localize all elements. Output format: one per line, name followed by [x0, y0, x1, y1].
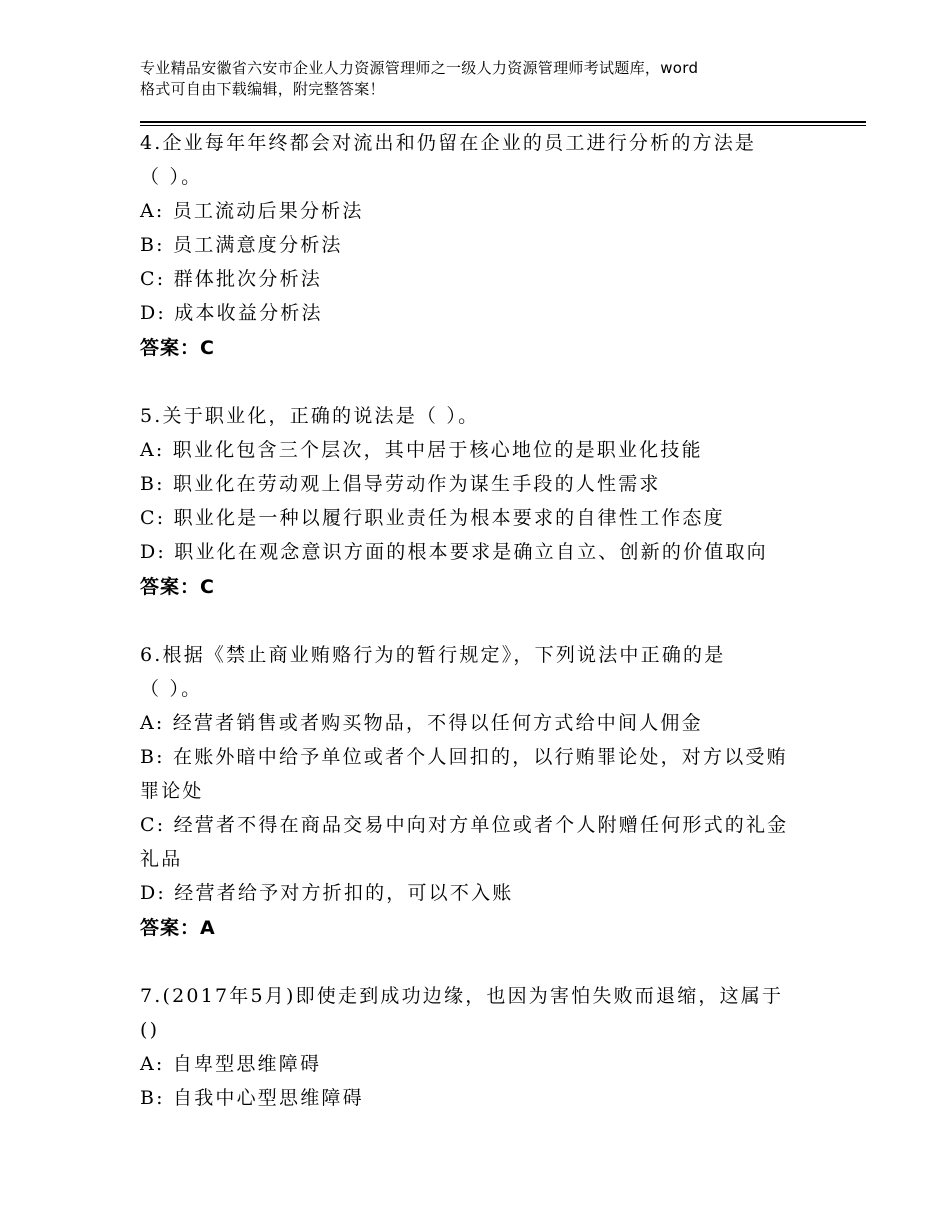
question-4-option-d: D: 成本收益分析法 [140, 302, 323, 324]
question-4-option-a: A: 员工流动后果分析法 [140, 200, 364, 222]
question-5-option-a: A: 职业化包含三个层次，其中居于核心地位的是职业化技能 [140, 439, 703, 461]
question-6-option-b-line-1: B: 在账外暗中给予单位或者个人回扣的，以行贿罪论处，对方以受贿 [140, 746, 788, 768]
question-5-option-c: C: 职业化是一种以履行职业责任为根本要求的自律性工作态度 [140, 507, 725, 529]
question-4-option-c: C: 群体批次分析法 [140, 268, 322, 290]
question-7-stem-line-1: 7.(2017年5月)即使走到成功边缘，也因为害怕失败而退缩，这属于 [140, 985, 784, 1007]
question-6-stem-line-2: （ ）。 [140, 678, 203, 700]
question-6-option-c-line-2: 礼品 [140, 848, 183, 870]
question-5-option-d: D: 职业化在观念意识方面的根本要求是确立自立、创新的价值取向 [140, 541, 768, 563]
question-6-option-d: D: 经营者给予对方折扣的，可以不入账 [140, 882, 514, 904]
question-6-option-c-line-1: C: 经营者不得在商品交易中向对方单位或者个人附赠任何形式的礼金 [140, 814, 789, 836]
question-7-option-b: B: 自我中心型思维障碍 [140, 1087, 364, 1109]
question-5-answer: 答案：C [140, 576, 215, 598]
question-7-option-a: A: 自卑型思维障碍 [140, 1053, 322, 1075]
question-5-option-b: B: 职业化在劳动观上倡导劳动作为谋生手段的人性需求 [140, 473, 661, 495]
header-line-2: 格式可自由下载编辑，附完整答案！ [140, 80, 385, 98]
header-line-1: 专业精品安徽省六安市企业人力资源管理师之一级人力资源管理师考试题库，word [140, 59, 699, 77]
question-6-option-b-line-2: 罪论处 [140, 780, 204, 802]
question-4-answer: 答案：C [140, 337, 215, 359]
question-4-option-b: B: 员工满意度分析法 [140, 234, 343, 256]
document-header [140, 58, 840, 100]
question-6-answer: 答案：A [140, 917, 216, 939]
question-6-stem-line-1: 6.根据《禁止商业贿赂行为的暂行规定》，下列说法中正确的是 [140, 644, 726, 666]
header-rule-thick [140, 121, 866, 123]
question-4-stem-line-1: 4.企业每年年终都会对流出和仍留在企业的员工进行分析的方法是 [140, 132, 757, 154]
header-rule-thin [140, 125, 866, 126]
question-4-stem-line-2: （ ）。 [140, 166, 203, 188]
question-6-option-a: A: 经营者销售或者购买物品，不得以任何方式给中间人佣金 [140, 712, 703, 734]
question-5-stem-line-1: 5.关于职业化，正确的说法是（ ）。 [140, 405, 480, 427]
question-7-stem-line-2: () [140, 1019, 160, 1041]
